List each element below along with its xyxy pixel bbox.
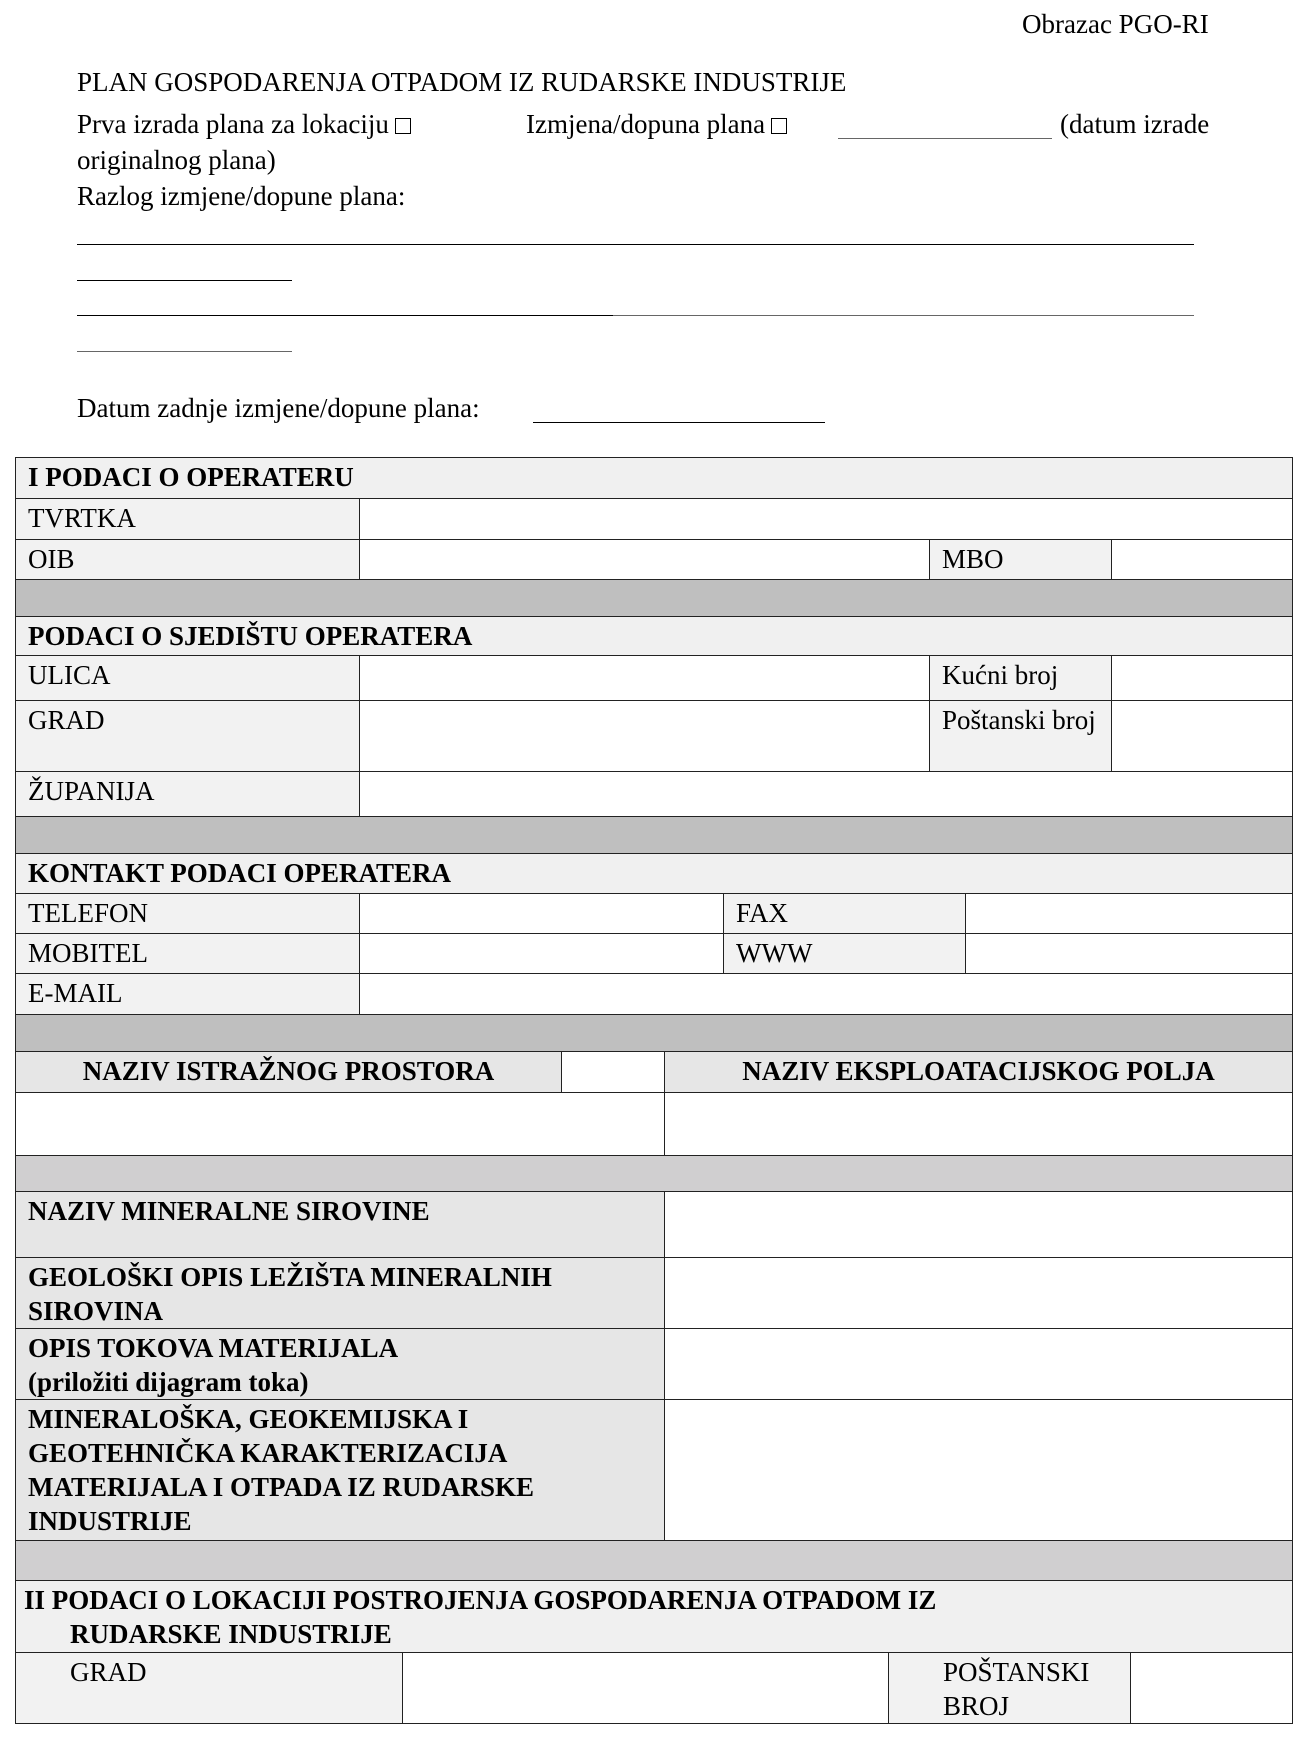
company-input[interactable] [359, 498, 1293, 540]
separator-row [15, 816, 1293, 854]
amendment-checkbox[interactable] [771, 118, 787, 134]
last-change-field[interactable] [533, 422, 825, 423]
oib-input[interactable] [359, 539, 930, 580]
email-input[interactable] [359, 973, 1293, 1015]
county-label: ŽUPANIJA [15, 771, 360, 817]
separator-row [15, 1014, 1293, 1052]
mineral-name-label: NAZIV MINERALNE SIROVINE [15, 1191, 665, 1258]
amendment-label: Izmjena/dopuna plana [526, 109, 766, 139]
original-date-note: (datum izrade [1060, 109, 1210, 139]
postal-code-input[interactable] [1111, 700, 1293, 772]
geology-label: GEOLOŠKI OPIS LEŽIŠTA MINERALNIH SIROVINA [15, 1257, 665, 1329]
section-operator-title: I PODACI O OPERATERU [15, 457, 1293, 499]
mbo-label: MBO [929, 539, 1112, 580]
postal-code-label: Poštanski broj [929, 700, 1112, 772]
section-location-title [15, 1580, 1293, 1653]
first-plan-checkbox[interactable] [395, 118, 411, 134]
location-postal-input[interactable] [1130, 1652, 1293, 1724]
fax-input[interactable] [965, 893, 1293, 934]
street-label: ULICA [15, 655, 360, 701]
reason-line-3a[interactable] [77, 315, 613, 316]
exploitation-field-input[interactable] [664, 1092, 1293, 1156]
mbo-input[interactable] [1111, 539, 1293, 580]
reason-line-3b[interactable] [613, 315, 1194, 316]
section-seat-title: PODACI O SJEDIŠTU OPERATERA [15, 616, 1293, 656]
company-label: TVRTKA [15, 498, 360, 540]
separator-row [15, 579, 1293, 617]
section-contact-title: KONTAKT PODACI OPERATERA [15, 853, 1293, 894]
separator-row [15, 1540, 1293, 1581]
amendment-option[interactable] [526, 106, 787, 142]
email-label: E-MAIL [15, 973, 360, 1015]
mobile-label: MOBITEL [15, 933, 360, 974]
exploration-area-label: NAZIV ISTRAŽNOG PROSTORA [15, 1051, 562, 1093]
fax-label: FAX [723, 893, 966, 934]
exploitation-field-label: NAZIV EKSPLOATACIJSKOG POLJA [664, 1051, 1293, 1093]
original-date-field[interactable] [838, 138, 1052, 139]
reason-label: Razlog izmjene/dopune plana: [77, 181, 406, 211]
material-flows-note: (priložiti dijagram toka) [28, 1367, 309, 1397]
location-postal-label: POŠTANSKI BROJ [888, 1652, 1131, 1724]
reason-line-4[interactable] [77, 351, 292, 352]
oib-label: OIB [15, 539, 360, 580]
section-location-title-line2: RUDARSKE INDUSTRIJE [70, 1619, 392, 1649]
form-code: Obrazac PGO-RI [1022, 9, 1209, 39]
www-input[interactable] [965, 933, 1293, 974]
mobile-input[interactable] [359, 933, 724, 974]
characterization-input[interactable] [664, 1399, 1293, 1541]
city-label: GRAD [15, 700, 360, 772]
mineral-name-input[interactable] [664, 1191, 1293, 1258]
city-input[interactable] [359, 700, 930, 772]
section-location-title-line1: II PODACI O LOKACIJI POSTROJENJA GOSPODARENJA OTPADOM IZ [24, 1585, 937, 1615]
geology-input[interactable] [664, 1257, 1293, 1329]
first-plan-option[interactable] [77, 106, 411, 142]
exploration-area-blank [561, 1051, 665, 1093]
exploration-area-input[interactable] [15, 1092, 665, 1156]
location-city-input[interactable] [402, 1652, 889, 1724]
characterization-label: MINERALOŠKA, GEOKEMIJSKA I GEOTEHNIČKA KARAKTERIZACIJA MATERIJALA I OTPADA IZ RUDARSKE INDUSTRIJE [15, 1399, 665, 1541]
house-number-input[interactable] [1111, 655, 1293, 701]
phone-input[interactable] [359, 893, 724, 934]
material-flows-input[interactable] [664, 1328, 1293, 1400]
www-label: WWW [723, 933, 966, 974]
original-date-note-cont: originalnog plana) [77, 145, 276, 175]
reason-line-2[interactable] [77, 280, 292, 281]
separator-row [15, 1155, 1293, 1192]
county-input[interactable] [359, 771, 1293, 817]
location-city-label: GRAD [15, 1652, 403, 1724]
house-number-label: Kućni broj [929, 655, 1112, 701]
first-plan-label: Prva izrada plana za lokaciju [77, 109, 389, 139]
page-title: PLAN GOSPODARENJA OTPADOM IZ RUDARSKE INDUSTRIJE [77, 67, 847, 97]
material-flows-label [15, 1328, 665, 1400]
phone-label: TELEFON [15, 893, 360, 934]
material-flows-title: OPIS TOKOVA MATERIJALA [28, 1333, 399, 1363]
last-change-label: Datum zadnje izmjene/dopune plana: [77, 393, 480, 423]
street-input[interactable] [359, 655, 930, 701]
reason-line-1[interactable] [77, 244, 1194, 245]
